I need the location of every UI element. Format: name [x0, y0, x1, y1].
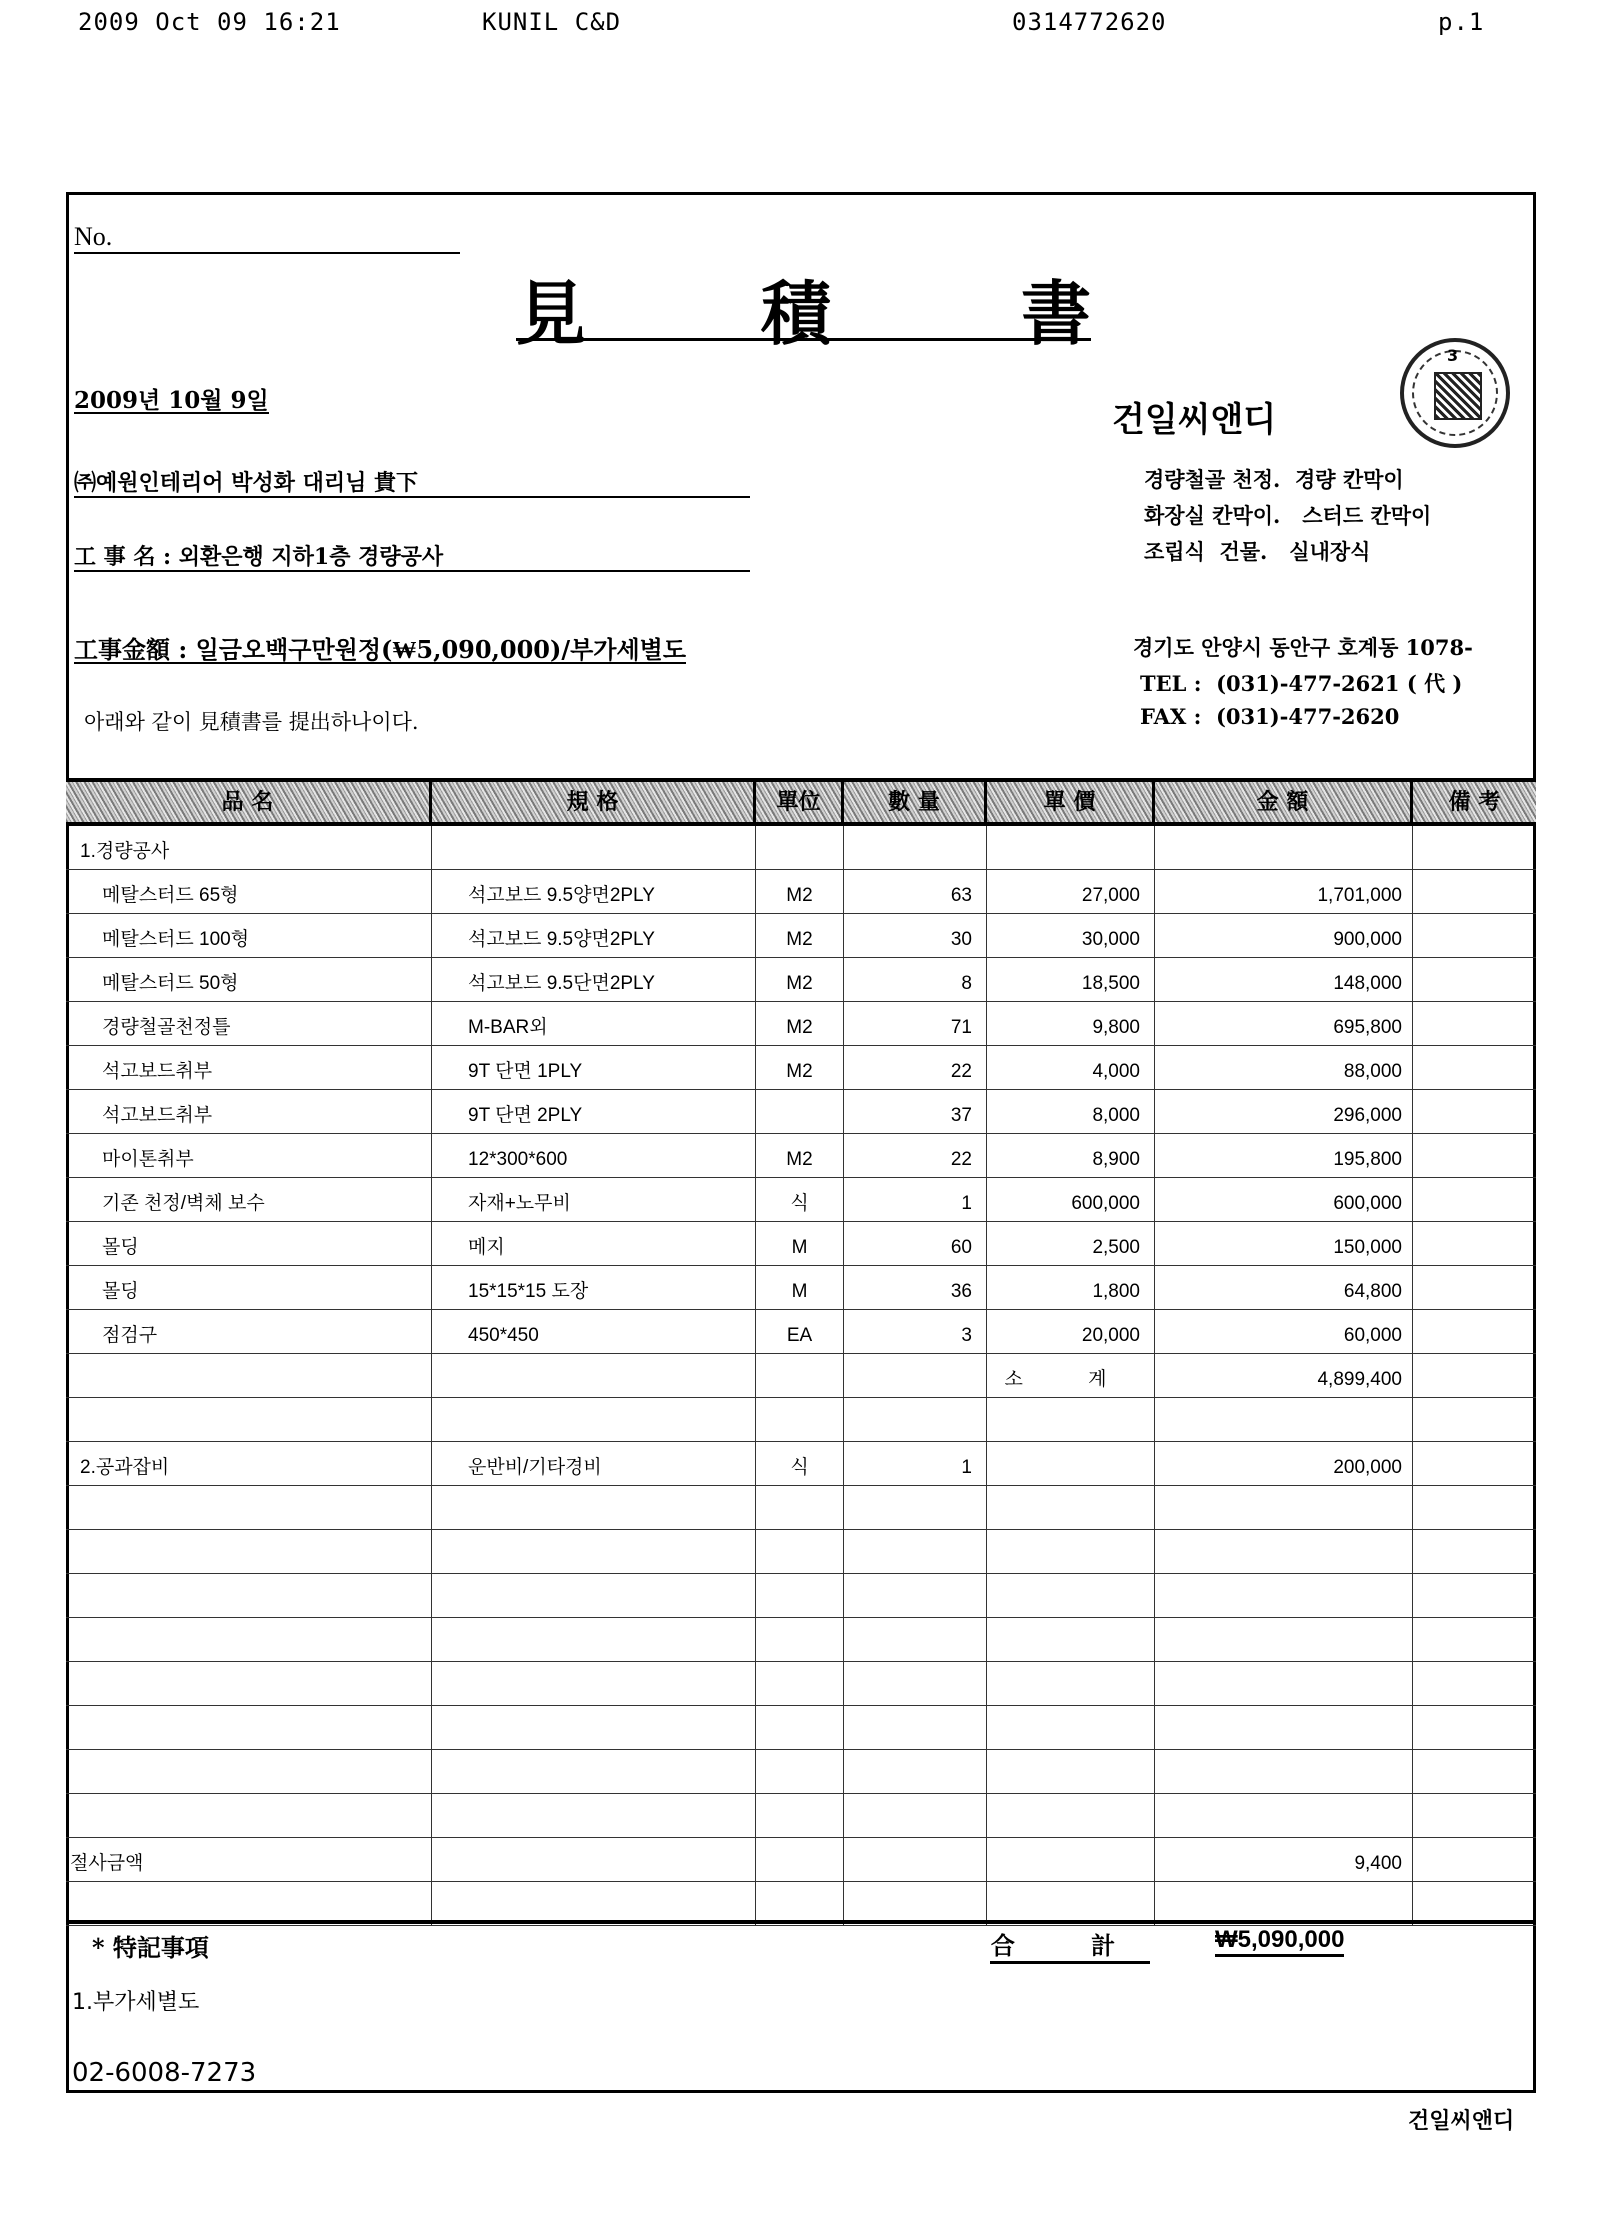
company-name: 건일씨앤디	[1112, 400, 1277, 440]
cell-item-name: 메탈스터드 65형	[66, 870, 432, 913]
cell-qty	[844, 1486, 987, 1529]
total-value: ₩5,090,000	[1215, 1926, 1344, 1957]
cell-spec: 석고보드 9.5양면2PLY	[432, 914, 756, 957]
cell-item-name	[66, 1706, 432, 1749]
cell-amount: 195,800	[1155, 1134, 1413, 1177]
cell-unit-price	[987, 1398, 1155, 1441]
cell-unit-price: 18,500	[987, 958, 1155, 1001]
cell-spec: 석고보드 9.5양면2PLY	[432, 870, 756, 913]
cell-unit-price	[987, 1838, 1155, 1881]
cell-qty: 3	[844, 1310, 987, 1353]
cell-qty: 60	[844, 1222, 987, 1265]
cell-spec: M-BAR외	[432, 1002, 756, 1045]
cell-qty: 30	[844, 914, 987, 957]
section-row	[66, 1442, 1536, 1486]
cell-note	[1413, 1222, 1536, 1265]
company-seal-icon: 3	[1400, 338, 1510, 448]
cell-note	[1413, 958, 1536, 1001]
cell-note	[1413, 1046, 1536, 1089]
quote-date: 2009년 10월 9일	[74, 382, 269, 414]
header-unit-price: 單 價	[987, 782, 1155, 822]
special-note: 1.부가세별도	[72, 1990, 200, 2015]
cell-note	[1413, 1618, 1536, 1661]
business-line: 화장실 칸막이. 스터드 칸막이	[1144, 503, 1432, 528]
table-row	[66, 1618, 1536, 1662]
table-row	[66, 1530, 1536, 1574]
cell-qty: 36	[844, 1266, 987, 1309]
total-label: 合 計	[990, 1926, 1150, 1964]
cell-qty: 63	[844, 870, 987, 913]
document-number-label: No.	[74, 222, 113, 251]
cell-unit-price: 20,000	[987, 1310, 1155, 1353]
table-row	[66, 1398, 1536, 1442]
cell-amount: 64,800	[1155, 1266, 1413, 1309]
fax-datetime: 2009 Oct 09 16:21	[78, 8, 341, 36]
cell-unit-price	[987, 1662, 1155, 1705]
cell-unit	[756, 1838, 844, 1881]
cell-spec	[432, 1530, 756, 1573]
cell-unit-price: 8,900	[987, 1134, 1155, 1177]
cell-unit-price: 8,000	[987, 1090, 1155, 1133]
cell-amount: 9,400	[1155, 1838, 1413, 1881]
cell-amount: 296,000	[1155, 1090, 1413, 1133]
cell-item-name	[66, 1574, 432, 1617]
header-item-name: 品 名	[66, 782, 432, 822]
business-line: 경량철골 천정. 경량 칸막이	[1144, 467, 1404, 492]
cell-unit: M2	[756, 958, 844, 1001]
cell-unit-price	[987, 826, 1155, 869]
cell-qty	[844, 1794, 987, 1837]
cell-note	[1413, 1750, 1536, 1793]
document-number	[74, 222, 460, 254]
cell-unit	[756, 1486, 844, 1529]
cell-note	[1413, 1134, 1536, 1177]
cell-item-name: 메탈스터드 100형	[66, 914, 432, 957]
cell-item-name: 점검구	[66, 1310, 432, 1353]
table-row	[66, 1002, 1536, 1046]
table-row	[66, 1046, 1536, 1090]
table-row	[66, 1706, 1536, 1750]
cell-unit	[756, 1662, 844, 1705]
cell-unit-price	[987, 1486, 1155, 1529]
title-char: 書	[1021, 272, 1091, 355]
cell-amount	[1155, 1750, 1413, 1793]
cell-unit-price	[987, 1618, 1155, 1661]
cell-spec	[432, 1662, 756, 1705]
cell-spec	[432, 1486, 756, 1529]
table-row	[66, 1486, 1536, 1530]
cell-amount	[1155, 1882, 1413, 1925]
cell-qty: 1	[844, 1442, 987, 1485]
cell-unit: 식	[756, 1442, 844, 1485]
cell-qty: 37	[844, 1090, 987, 1133]
cell-unit: M2	[756, 870, 844, 913]
cell-note	[1413, 1530, 1536, 1573]
cell-unit-price	[987, 1794, 1155, 1837]
cell-qty	[844, 1530, 987, 1573]
cell-unit	[756, 1574, 844, 1617]
cell-note	[1413, 1794, 1536, 1837]
cell-unit-price: 27,000	[987, 870, 1155, 913]
company-tel: TEL : (031)-477-2621 ( 代 )	[1140, 671, 1463, 696]
fax-header	[0, 8, 1600, 38]
cell-unit-price: 30,000	[987, 914, 1155, 957]
cell-qty: 8	[844, 958, 987, 1001]
cell-spec: 메지	[432, 1222, 756, 1265]
cell-qty	[844, 1750, 987, 1793]
cell-unit	[756, 1618, 844, 1661]
header-spec: 規 格	[432, 782, 756, 822]
cell-amount: 60,000	[1155, 1310, 1413, 1353]
table-row	[66, 1090, 1536, 1134]
cell-unit-price: 2,500	[987, 1222, 1155, 1265]
cell-item-name	[66, 1398, 432, 1441]
cell-amount	[1155, 1574, 1413, 1617]
table-row	[66, 1310, 1536, 1354]
cell-amount: 4,899,400	[1155, 1354, 1413, 1397]
cell-amount: 150,000	[1155, 1222, 1413, 1265]
cell-spec: 운반비/기타경비	[432, 1442, 756, 1485]
cell-item-name: 1.경량공사	[66, 826, 432, 869]
subtotal-row	[66, 1354, 1536, 1398]
cell-unit: 식	[756, 1178, 844, 1221]
company-fax: FAX : (031)-477-2620	[1140, 704, 1400, 729]
cell-item-name	[66, 1750, 432, 1793]
cell-qty	[844, 1618, 987, 1661]
cell-qty	[844, 1354, 987, 1397]
cell-item-name	[66, 1486, 432, 1529]
cell-unit	[756, 1354, 844, 1397]
cell-unit-price: 소 계	[987, 1354, 1155, 1397]
cell-unit	[756, 1398, 844, 1441]
special-notes-title: * 特記事項	[92, 1933, 209, 1962]
header-amount: 金 額	[1155, 782, 1413, 822]
cell-amount	[1155, 826, 1413, 869]
cell-qty: 1	[844, 1178, 987, 1221]
cell-note	[1413, 1178, 1536, 1221]
cell-item-name: 몰딩	[66, 1222, 432, 1265]
cell-amount: 200,000	[1155, 1442, 1413, 1485]
cell-item-name: 경량철골천정틀	[66, 1002, 432, 1045]
cell-spec	[432, 1838, 756, 1881]
cell-amount	[1155, 1398, 1413, 1441]
cell-note	[1413, 1442, 1536, 1485]
cell-note	[1413, 1882, 1536, 1925]
cell-amount	[1155, 1706, 1413, 1749]
cell-unit: M	[756, 1222, 844, 1265]
submission-text: 아래와 같이 見積書를 提出하나이다.	[84, 710, 419, 734]
cell-amount	[1155, 1794, 1413, 1837]
cell-unit-price	[987, 1750, 1155, 1793]
cell-item-name: 몰딩	[66, 1266, 432, 1309]
footer-company-name: 건일씨앤디	[1408, 2109, 1515, 2134]
cell-unit	[756, 1882, 844, 1925]
cell-note	[1413, 1486, 1536, 1529]
cell-unit: M	[756, 1266, 844, 1309]
cell-amount: 148,000	[1155, 958, 1413, 1001]
cell-note	[1413, 826, 1536, 869]
cell-unit-price: 9,800	[987, 1002, 1155, 1045]
cell-spec	[432, 826, 756, 869]
cell-amount: 600,000	[1155, 1178, 1413, 1221]
cell-item-name: 메탈스터드 50형	[66, 958, 432, 1001]
cell-unit: EA	[756, 1310, 844, 1353]
cell-note	[1413, 1398, 1536, 1441]
cell-item-name	[66, 1882, 432, 1925]
cell-item-name	[66, 1794, 432, 1837]
table-row	[66, 1222, 1536, 1266]
title-char: 積	[761, 272, 831, 355]
cell-amount	[1155, 1618, 1413, 1661]
cell-spec	[432, 1750, 756, 1793]
cell-spec: 석고보드 9.5단면2PLY	[432, 958, 756, 1001]
cell-spec	[432, 1354, 756, 1397]
table-row	[66, 1794, 1536, 1838]
company-address: 경기도 안양시 동안구 호계동 1078-	[1133, 635, 1473, 660]
cell-note	[1413, 870, 1536, 913]
project-name: 工 事 名 : 외환은행 지하1층 경량공사	[74, 540, 750, 572]
table-row	[66, 870, 1536, 914]
cell-note	[1413, 1002, 1536, 1045]
cell-note	[1413, 1574, 1536, 1617]
fax-number: 0314772620	[1012, 8, 1167, 36]
table-row	[66, 914, 1536, 958]
cell-spec	[432, 1574, 756, 1617]
cell-qty	[844, 1574, 987, 1617]
cell-unit-price	[987, 1442, 1155, 1485]
cell-qty	[844, 826, 987, 869]
cell-spec	[432, 1706, 756, 1749]
cell-amount: 88,000	[1155, 1046, 1413, 1089]
cell-note	[1413, 1266, 1536, 1309]
cell-spec	[432, 1398, 756, 1441]
cell-spec	[432, 1882, 756, 1925]
cell-item-name: 2.공과잡비	[66, 1442, 432, 1485]
cell-qty	[844, 1882, 987, 1925]
cell-spec: 자재+노무비	[432, 1178, 756, 1221]
header-unit: 單位	[756, 782, 844, 822]
cell-item-name: 절사금액	[66, 1838, 432, 1881]
cell-unit-price	[987, 1530, 1155, 1573]
cell-item-name: 마이톤취부	[66, 1134, 432, 1177]
cell-unit: M2	[756, 1134, 844, 1177]
table-row	[66, 1662, 1536, 1706]
cell-unit: M2	[756, 1046, 844, 1089]
cell-spec: 9T 단면 1PLY	[432, 1046, 756, 1089]
contact-phone: 02-6008-7273	[72, 2058, 257, 2088]
section-row	[66, 826, 1536, 870]
cell-amount: 695,800	[1155, 1002, 1413, 1045]
table-bottom-divider	[66, 1920, 1536, 1924]
cell-spec: 450*450	[432, 1310, 756, 1353]
cell-spec: 9T 단면 2PLY	[432, 1090, 756, 1133]
cell-item-name: 기존 천정/벽체 보수	[66, 1178, 432, 1221]
table-row	[66, 1266, 1536, 1310]
cell-item-name	[66, 1530, 432, 1573]
cell-amount	[1155, 1662, 1413, 1705]
table-header	[66, 778, 1536, 826]
cell-amount	[1155, 1530, 1413, 1573]
table-row	[66, 1134, 1536, 1178]
table-row	[66, 1178, 1536, 1222]
cell-spec	[432, 1794, 756, 1837]
cell-item-name	[66, 1618, 432, 1661]
cell-unit	[756, 1090, 844, 1133]
cell-unit: M2	[756, 1002, 844, 1045]
cell-amount: 1,701,000	[1155, 870, 1413, 913]
document-title	[516, 258, 1091, 355]
cell-unit	[756, 826, 844, 869]
fax-sender: KUNIL C&D	[482, 8, 622, 36]
cell-unit: M2	[756, 914, 844, 957]
table-row	[66, 1750, 1536, 1794]
cell-item-name	[66, 1354, 432, 1397]
cell-qty: 22	[844, 1134, 987, 1177]
header-note: 備 考	[1448, 789, 1501, 815]
cell-unit-price: 600,000	[987, 1178, 1155, 1221]
cell-qty	[844, 1398, 987, 1441]
cell-unit-price: 1,800	[987, 1266, 1155, 1309]
cell-unit-price: 4,000	[987, 1046, 1155, 1089]
cell-note	[1413, 1706, 1536, 1749]
cell-unit	[756, 1530, 844, 1573]
title-char: 見	[516, 272, 586, 355]
table-row	[66, 958, 1536, 1002]
cell-amount	[1155, 1486, 1413, 1529]
cell-unit-price	[987, 1882, 1155, 1925]
cell-unit	[756, 1706, 844, 1749]
cell-qty	[844, 1662, 987, 1705]
business-line: 조립식 건물. 실내장식	[1144, 539, 1371, 564]
cell-amount: 900,000	[1155, 914, 1413, 957]
header-qty: 數 量	[844, 782, 987, 822]
cell-note	[1413, 914, 1536, 957]
cell-spec: 12*300*600	[432, 1134, 756, 1177]
project-amount: 工事金額 : 일금오백구만원정(₩5,090,000)/부가세별도	[74, 630, 686, 664]
cell-note	[1413, 1090, 1536, 1133]
cell-unit-price	[987, 1574, 1155, 1617]
cell-spec: 15*15*15 도장	[432, 1266, 756, 1309]
cell-item-name: 석고보드취부	[66, 1090, 432, 1133]
rounding-adjust-row	[66, 1838, 1536, 1882]
cell-item-name	[66, 1662, 432, 1705]
fax-page: p.1	[1438, 8, 1485, 36]
recipient: ㈜예원인테리어 박성화 대리님 貴下	[74, 466, 750, 498]
cell-item-name: 석고보드취부	[66, 1046, 432, 1089]
cell-qty	[844, 1706, 987, 1749]
cell-qty: 22	[844, 1046, 987, 1089]
table-row	[66, 1574, 1536, 1618]
cell-note	[1413, 1310, 1536, 1353]
cell-note	[1413, 1662, 1536, 1705]
cell-unit-price	[987, 1706, 1155, 1749]
cell-qty	[844, 1838, 987, 1881]
cell-unit	[756, 1750, 844, 1793]
cell-qty: 71	[844, 1002, 987, 1045]
cell-spec	[432, 1618, 756, 1661]
cell-note	[1413, 1354, 1536, 1397]
cell-unit	[756, 1794, 844, 1837]
cell-note	[1413, 1838, 1536, 1881]
